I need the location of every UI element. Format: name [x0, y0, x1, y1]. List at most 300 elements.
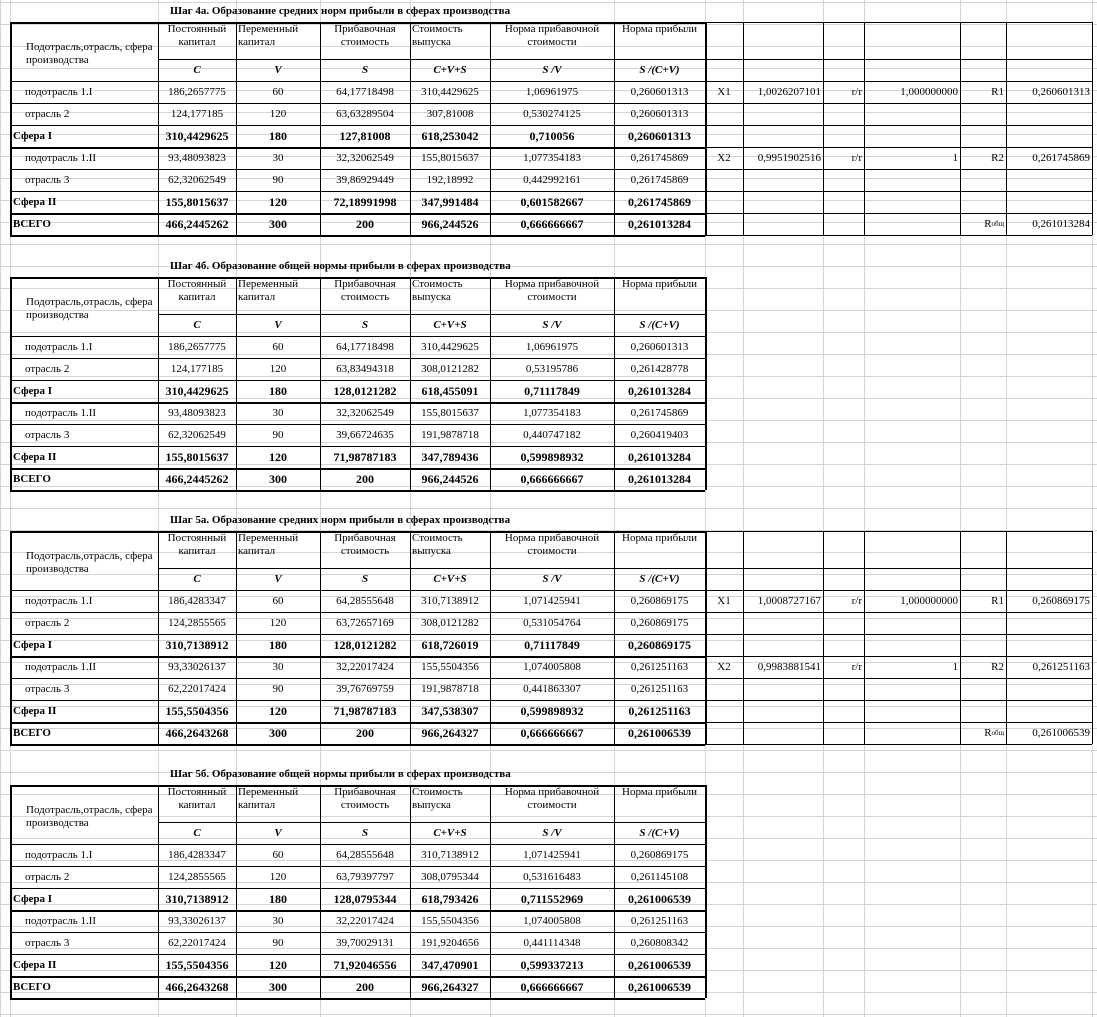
table-cell-v: 300 [269, 217, 287, 231]
table-cell-sv: 0,53195786 [525, 363, 579, 375]
table-border [705, 568, 1092, 569]
table-cell-c: 62,22017424 [168, 937, 226, 949]
table-cell-s: 128,0795344 [333, 892, 397, 906]
table-cell-scv: 0,261251163 [630, 683, 689, 695]
table-cell-v: 30 [272, 661, 284, 673]
table-cell-scv: 0,260869175 [628, 638, 691, 652]
table-cell-v: 300 [269, 472, 287, 486]
table-cell-c: 155,5504356 [165, 958, 229, 972]
table-cell-v: 120 [269, 108, 287, 120]
table-cell-s: 64,28555648 [336, 595, 394, 607]
table-cell-c: 186,2657775 [168, 86, 226, 98]
column-symbol: C+V+S [433, 64, 467, 76]
table-cell-s: 64,17718498 [336, 86, 394, 98]
column-symbol: S /V [542, 64, 562, 76]
table-cell-s: 39,66724635 [336, 429, 394, 441]
side-ratio-value: 1,000000000 [900, 86, 958, 98]
table-border [10, 998, 705, 1000]
table-cell-sv: 0,599898932 [520, 704, 584, 718]
column-header-output-value: Стоимость выпуска [412, 532, 463, 557]
column-symbol: V [274, 573, 282, 585]
column-symbol: C [193, 573, 201, 585]
table-cell-scv: 0,260601313 [630, 86, 689, 98]
row-label: ВСЕГО [13, 981, 51, 993]
table-border [10, 744, 705, 746]
table-cell-scv: 0,261428778 [630, 363, 689, 375]
block-title: Шаг 5а. Образование средних норм прибыли в сферах производства [170, 514, 511, 526]
row-label: отрасль 3 [25, 429, 70, 441]
row-label: отрасль 3 [25, 937, 70, 949]
table-cell-c: 310,7138912 [165, 638, 229, 652]
table-border [10, 844, 705, 845]
table-cell-s: 71,92046556 [333, 958, 397, 972]
column-symbol: V [274, 64, 282, 76]
row-label: Сфера I [13, 385, 53, 397]
row-label: отрасль 2 [25, 871, 70, 883]
row-label: подотрасль 1.II [25, 915, 97, 927]
table-cell-scv: 0,261745869 [630, 152, 689, 164]
table-cell-v: 180 [269, 892, 287, 906]
row-label: подотрасль 1.I [25, 86, 93, 98]
table-border [823, 531, 824, 744]
table-border [1092, 22, 1093, 235]
table-cell-v: 60 [272, 849, 284, 861]
table-cell-c: 310,4429625 [165, 384, 229, 398]
table-cell-cvs: 308,0795344 [421, 871, 479, 883]
row-label: подотрасль 1.II [25, 152, 97, 164]
table-cell-cvs: 347,538307 [421, 704, 479, 718]
column-header-surplus-rate: Норма прибавочной стоимости [504, 278, 600, 303]
column-header-surplus-rate: Норма прибавочной стоимости [504, 23, 600, 48]
table-border [10, 277, 705, 279]
table-border [10, 103, 705, 104]
table-cell-v: 60 [272, 595, 284, 607]
table-cell-c: 62,32062549 [168, 174, 226, 186]
table-cell-sv: 0,599337213 [520, 958, 584, 972]
table-border [158, 314, 705, 315]
row-label: подотрасль 1.I [25, 595, 93, 607]
table-border [158, 59, 705, 60]
table-border [10, 336, 705, 337]
table-cell-c: 93,48093823 [168, 407, 226, 419]
side-total-letter: R [984, 727, 992, 739]
table-cell-sv: 0,530274125 [523, 108, 581, 120]
table-border [705, 235, 1092, 236]
table-cell-s: 32,22017424 [336, 661, 394, 673]
side-total-value: 0,261013284 [1032, 218, 1090, 230]
table-border [320, 22, 321, 235]
column-header-output-value: Стоимость выпуска [412, 786, 463, 811]
table-cell-scv: 0,261006539 [628, 892, 691, 906]
side-ratio-value: 1 [952, 661, 958, 673]
table-cell-sv: 1,074005808 [523, 661, 581, 673]
column-header-label: Подотрасль,отрасль, сфера производства [26, 296, 153, 321]
table-border [10, 785, 705, 787]
table-cell-c: 62,22017424 [168, 683, 226, 695]
table-cell-sv: 1,06961975 [525, 341, 579, 353]
table-border [320, 277, 321, 490]
table-border [10, 191, 705, 192]
table-cell-s: 39,86929449 [336, 174, 394, 186]
table-cell-v: 180 [269, 638, 287, 652]
side-total-letter: R [984, 218, 992, 230]
table-border [490, 785, 491, 998]
side-x-value: 1,0008727167 [757, 595, 821, 607]
table-border [10, 468, 705, 470]
table-cell-sv: 0,711552969 [520, 892, 584, 906]
table-cell-scv: 0,261013284 [628, 472, 691, 486]
table-border [705, 531, 1092, 532]
block-title: Шаг 5б. Образование общей нормы прибыли в сферах производства [170, 768, 511, 780]
table-cell-cvs: 966,264327 [421, 726, 479, 740]
row-label: отрасль 2 [25, 363, 70, 375]
table-cell-s: 200 [356, 217, 374, 231]
table-border [236, 531, 237, 744]
table-cell-scv: 0,261145108 [630, 871, 689, 883]
table-border [10, 81, 705, 82]
table-border [10, 358, 705, 359]
table-border [158, 22, 159, 235]
table-border [743, 531, 744, 744]
table-cell-sv: 1,074005808 [523, 915, 581, 927]
table-border [705, 634, 1092, 635]
table-cell-c: 186,2657775 [168, 341, 226, 353]
table-cell-sv: 0,71117849 [524, 638, 580, 652]
table-cell-sv: 0,531616483 [523, 871, 581, 883]
column-header-profit-rate: Норма прибыли [622, 786, 697, 798]
table-cell-scv: 0,261745869 [628, 195, 691, 209]
table-border [10, 785, 12, 998]
side-x-label: X2 [717, 661, 731, 673]
column-symbol: C [193, 827, 201, 839]
column-header-variable-capital: Переменный капитал [238, 786, 299, 811]
table-border [10, 722, 705, 724]
row-label: отрасль 2 [25, 108, 70, 120]
table-border [10, 213, 705, 215]
row-label: ВСЕГО [13, 727, 51, 739]
table-border [236, 22, 237, 235]
side-x-label: X1 [717, 595, 731, 607]
table-cell-cvs: 307,81008 [426, 108, 474, 120]
column-header-surplus-value: Прибавочная стоимость [334, 23, 396, 48]
table-border [705, 700, 1092, 701]
table-border [10, 22, 12, 235]
table-cell-cvs: 191,9878718 [421, 429, 479, 441]
row-label: Сфера II [13, 959, 57, 971]
table-border [705, 169, 1092, 170]
table-border [10, 446, 705, 447]
table-border [10, 235, 705, 237]
table-cell-scv: 0,261006539 [628, 980, 691, 994]
table-cell-v: 30 [272, 152, 284, 164]
table-border [10, 700, 705, 701]
table-cell-s: 32,32062549 [336, 152, 394, 164]
row-label: отрасль 2 [25, 617, 70, 629]
table-border [705, 22, 1092, 23]
table-cell-c: 466,2445262 [165, 472, 229, 486]
table-cell-cvs: 308,0121282 [421, 363, 479, 375]
table-cell-v: 30 [272, 407, 284, 419]
table-cell-c: 310,7138912 [165, 892, 229, 906]
table-border [705, 277, 707, 490]
row-label: ВСЕГО [13, 473, 51, 485]
table-cell-v: 120 [269, 704, 287, 718]
side-total-label [960, 722, 1006, 744]
table-border [705, 678, 1092, 679]
side-rr-label: r/r [851, 86, 862, 98]
row-label: подотрасль 1.II [25, 407, 97, 419]
table-cell-sv: 1,071425941 [523, 595, 581, 607]
column-symbol: C [193, 64, 201, 76]
table-cell-cvs: 347,991484 [421, 195, 479, 209]
column-header-label: Подотрасль,отрасль, сфера производства [26, 550, 153, 575]
table-cell-sv: 0,441114348 [523, 937, 581, 949]
table-cell-scv: 0,260601313 [630, 341, 689, 353]
side-r-value: 0,260869175 [1032, 595, 1090, 607]
table-cell-scv: 0,261745869 [630, 174, 689, 186]
table-cell-s: 71,98787183 [333, 704, 397, 718]
table-cell-scv: 0,260419403 [630, 429, 689, 441]
table-cell-cvs: 347,789436 [421, 450, 479, 464]
column-symbol: S /V [542, 827, 562, 839]
table-cell-v: 120 [269, 195, 287, 209]
table-cell-cvs: 310,7138912 [421, 595, 479, 607]
row-label: отрасль 3 [25, 683, 70, 695]
table-border [705, 531, 706, 744]
side-r-value: 0,260601313 [1032, 86, 1090, 98]
table-cell-v: 120 [269, 363, 287, 375]
table-border [10, 380, 705, 381]
table-cell-scv: 0,261251163 [628, 704, 691, 718]
column-header-surplus-value: Прибавочная стоимость [334, 278, 396, 303]
table-border [705, 59, 1092, 60]
table-border [10, 277, 12, 490]
table-border [864, 531, 865, 744]
table-cell-c: 310,4429625 [165, 129, 229, 143]
table-cell-scv: 0,261006539 [628, 958, 691, 972]
table-cell-scv: 0,261251163 [630, 915, 689, 927]
side-x-label: X2 [717, 152, 731, 164]
table-cell-s: 63,72657169 [336, 617, 394, 629]
column-symbol: S [361, 573, 369, 585]
table-cell-c: 466,2643268 [165, 726, 229, 740]
table-cell-cvs: 347,470901 [421, 958, 479, 972]
table-cell-scv: 0,260808342 [630, 937, 689, 949]
table-border [10, 656, 705, 658]
row-label: Сфера I [13, 130, 53, 142]
table-border [490, 277, 491, 490]
column-symbol: S /(C+V) [639, 827, 680, 839]
column-symbol: C+V+S [433, 319, 467, 331]
table-cell-sv: 0,666666667 [520, 472, 584, 486]
column-header-profit-rate: Норма прибыли [622, 532, 697, 544]
table-border [10, 22, 705, 24]
table-cell-c: 466,2643268 [165, 980, 229, 994]
table-cell-cvs: 155,8015637 [421, 407, 479, 419]
column-header-constant-capital: Постоянный капитал [167, 23, 227, 48]
table-cell-cvs: 155,5504356 [421, 661, 479, 673]
table-border [10, 125, 705, 126]
table-cell-s: 200 [356, 980, 374, 994]
table-cell-v: 180 [269, 384, 287, 398]
table-cell-cvs: 966,264327 [421, 980, 479, 994]
column-header-surplus-value: Прибавочная стоимость [334, 532, 396, 557]
side-r-label: R2 [991, 152, 1004, 164]
table-cell-scv: 0,261006539 [628, 726, 691, 740]
side-total-value: 0,261006539 [1032, 727, 1090, 739]
table-cell-scv: 0,261251163 [630, 661, 689, 673]
table-cell-s: 63,63289504 [336, 108, 394, 120]
table-cell-scv: 0,260869175 [630, 617, 689, 629]
side-r-value: 0,261745869 [1032, 152, 1090, 164]
column-header-surplus-rate: Норма прибавочной стоимости [504, 786, 600, 811]
column-symbol: C+V+S [433, 573, 467, 585]
table-cell-cvs: 308,0121282 [421, 617, 479, 629]
table-cell-cvs: 192,18992 [426, 174, 474, 186]
table-border [614, 277, 615, 490]
table-border [410, 531, 411, 744]
table-cell-s: 39,70029131 [336, 937, 394, 949]
table-cell-c: 124,2855565 [168, 617, 226, 629]
table-cell-s: 39,76769759 [336, 683, 394, 695]
table-border [1006, 531, 1007, 744]
table-border [743, 22, 744, 235]
table-cell-sv: 0,71117849 [524, 384, 580, 398]
column-symbol: V [274, 827, 282, 839]
table-cell-sv: 0,440747182 [523, 429, 581, 441]
table-cell-sv: 0,710056 [529, 129, 575, 143]
table-border [410, 22, 411, 235]
table-border [614, 531, 615, 744]
column-header-surplus-rate: Норма прибавочной стоимости [504, 532, 600, 557]
table-border [1006, 22, 1007, 235]
table-cell-scv: 0,260869175 [630, 849, 689, 861]
table-cell-s: 64,28555648 [336, 849, 394, 861]
table-cell-cvs: 310,4429625 [421, 86, 479, 98]
table-cell-sv: 0,531054764 [523, 617, 581, 629]
table-cell-cvs: 966,244526 [421, 217, 479, 231]
table-cell-scv: 0,260869175 [630, 595, 689, 607]
column-symbol: C [193, 319, 201, 331]
column-header-constant-capital: Постоянный капитал [167, 278, 227, 303]
table-border [614, 22, 615, 235]
table-cell-c: 93,33026137 [168, 915, 226, 927]
column-header-variable-capital: Переменный капитал [238, 23, 299, 48]
table-border [614, 785, 615, 998]
table-border [705, 744, 1092, 745]
row-label: Сфера II [13, 196, 57, 208]
table-border [705, 22, 706, 235]
table-cell-scv: 0,260601313 [630, 108, 689, 120]
table-cell-v: 120 [269, 871, 287, 883]
table-cell-s: 64,17718498 [336, 341, 394, 353]
row-label: подотрасль 1.I [25, 849, 93, 861]
table-cell-cvs: 310,4429625 [421, 341, 479, 353]
side-ratio-value: 1,000000000 [900, 595, 958, 607]
row-label: ВСЕГО [13, 218, 51, 230]
table-cell-v: 90 [272, 429, 284, 441]
table-cell-cvs: 618,253042 [421, 129, 479, 143]
table-border [10, 888, 705, 889]
table-border [705, 612, 1092, 613]
table-border [10, 932, 705, 933]
table-border [10, 910, 705, 912]
table-border [960, 531, 961, 744]
table-cell-sv: 1,06961975 [525, 86, 579, 98]
table-border [10, 590, 705, 591]
table-cell-v: 90 [272, 683, 284, 695]
side-rr-label: r/r [851, 595, 862, 607]
table-cell-sv: 1,077354183 [523, 152, 581, 164]
table-cell-c: 155,5504356 [165, 704, 229, 718]
column-header-profit-rate: Норма прибыли [622, 278, 697, 290]
table-cell-scv: 0,261745869 [630, 407, 689, 419]
table-border [320, 531, 321, 744]
table-cell-cvs: 310,7138912 [421, 849, 479, 861]
column-symbol: S [361, 827, 369, 839]
table-cell-sv: 0,666666667 [520, 217, 584, 231]
column-symbol: S /V [542, 573, 562, 585]
block-title: Шаг 4б. Образование общей нормы прибыли в сферах производства [170, 260, 511, 272]
table-border [158, 785, 159, 998]
row-label: Сфера I [13, 893, 53, 905]
side-x-value: 1,0026207101 [757, 86, 821, 98]
table-border [10, 634, 705, 635]
table-border [158, 531, 159, 744]
table-cell-c: 93,33026137 [168, 661, 226, 673]
table-cell-s: 127,81008 [339, 129, 391, 143]
table-border [158, 568, 705, 569]
table-border [236, 277, 237, 490]
table-border [158, 822, 705, 823]
column-header-surplus-value: Прибавочная стоимость [334, 786, 396, 811]
column-symbol: S [361, 319, 369, 331]
table-border [490, 531, 491, 744]
table-cell-sv: 1,071425941 [523, 849, 581, 861]
table-border [705, 103, 1092, 104]
row-label: подотрасль 1.I [25, 341, 93, 353]
table-border [410, 785, 411, 998]
table-cell-v: 60 [272, 341, 284, 353]
table-cell-cvs: 191,9878718 [421, 683, 479, 695]
table-border [10, 424, 705, 425]
table-border [10, 490, 705, 492]
table-cell-s: 32,32062549 [336, 407, 394, 419]
side-r-label: R2 [991, 661, 1004, 673]
side-x-value: 0,9951902516 [757, 152, 821, 164]
table-border [864, 22, 865, 235]
column-header-constant-capital: Постоянный капитал [167, 786, 227, 811]
table-border [1092, 531, 1093, 744]
table-cell-cvs: 155,8015637 [421, 152, 479, 164]
table-cell-sv: 0,599898932 [520, 450, 584, 464]
table-cell-s: 200 [356, 472, 374, 486]
table-cell-v: 120 [269, 958, 287, 972]
column-header-label: Подотрасль,отрасль, сфера производства [26, 804, 153, 829]
table-cell-v: 30 [272, 915, 284, 927]
table-cell-sv: 0,666666667 [520, 726, 584, 740]
side-total-subscript: общ [991, 729, 1004, 737]
row-label: Сфера II [13, 451, 57, 463]
table-cell-scv: 0,261013284 [628, 384, 691, 398]
table-cell-sv: 0,666666667 [520, 980, 584, 994]
table-cell-s: 63,79397797 [336, 871, 394, 883]
side-rr-label: r/r [851, 152, 862, 164]
column-symbol: C+V+S [433, 827, 467, 839]
table-cell-v: 300 [269, 980, 287, 994]
block-title: Шаг 4а. Образование средних норм прибыли в сферах производства [170, 5, 511, 17]
table-border [320, 785, 321, 998]
